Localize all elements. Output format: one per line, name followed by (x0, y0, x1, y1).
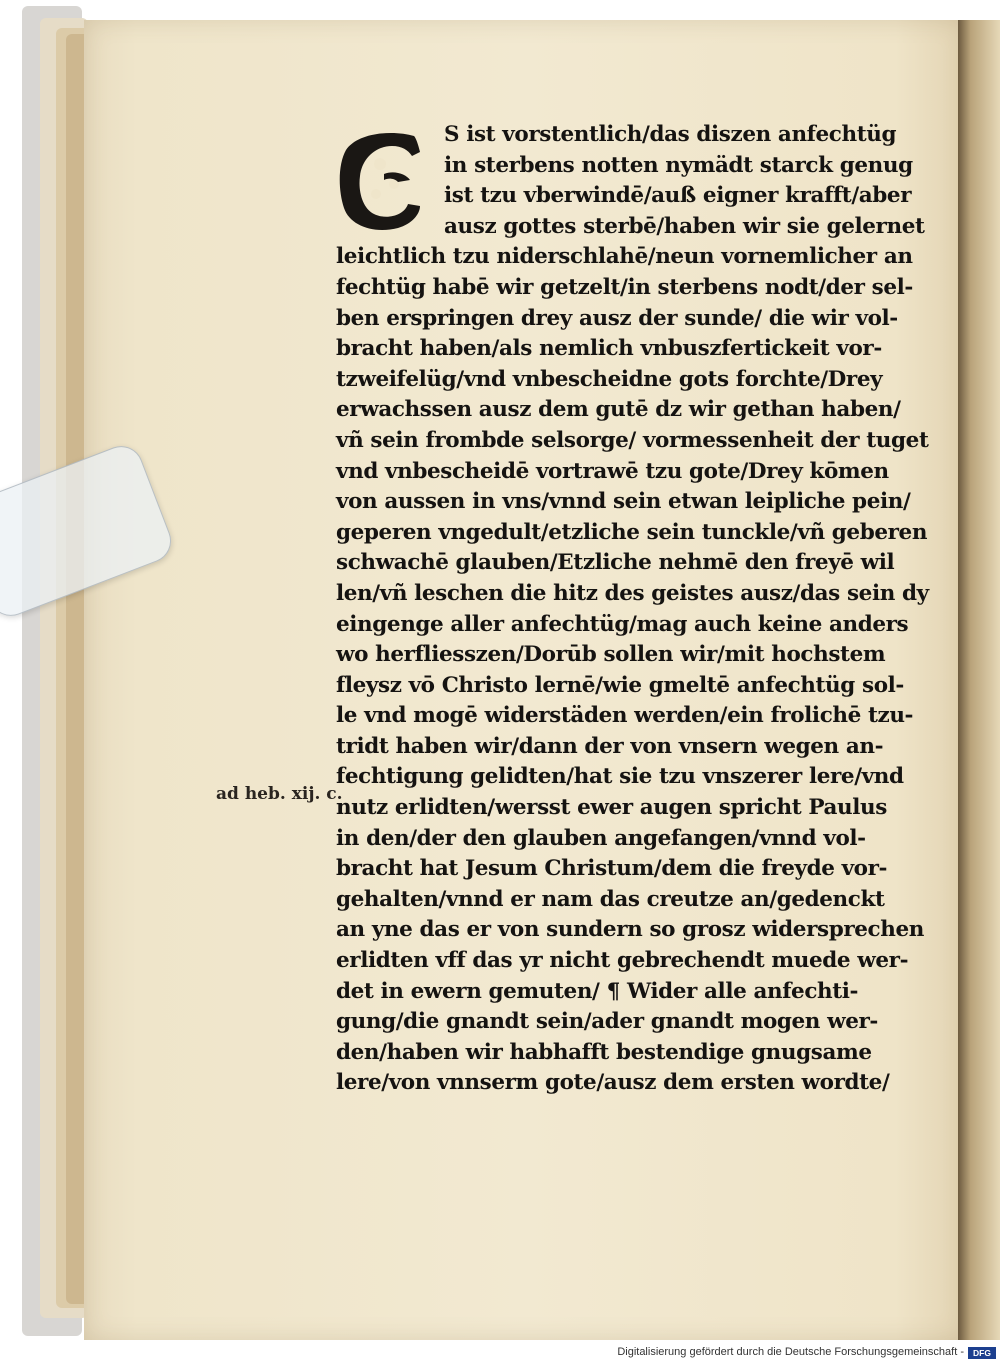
text-line: ausz gottes sterbē/haben wir sie gelernet (444, 213, 925, 239)
text-line: vnd vnbescheidē vortrawē tzu gote/Drey kōmen (336, 458, 889, 484)
text-line: nutz erlidten/wersst ewer augen spricht Paulus (336, 795, 887, 821)
text-line: ben erspringen drey ausz der sunde/ die wir vol- (336, 305, 898, 331)
text-line: bracht haben/als nemlich vnbuszfertickeit vor- (336, 336, 882, 362)
dfg-logo: DFG (968, 1347, 996, 1359)
text-line: det in ewern gemuten/ ¶ Wider alle anfechti- (336, 978, 859, 1004)
text-line: len/vñ leschen die hitz des geistes ausz/das sein dy (336, 580, 929, 606)
text-line: gung/die gnandt sein/ader gnandt mogen wer- (336, 1009, 878, 1035)
body-text (336, 120, 929, 1099)
text-line: tridt haben wir/dann der von vnsern wegen an- (336, 733, 884, 759)
text-line: vñ sein frombde selsorge/ vormessenheit der tuget (336, 427, 929, 453)
text-line: bracht hat Jesum Christum/dem die freyde vor- (336, 856, 888, 882)
text-line: ist tzu vberwindē/auß eigner krafft/aber (444, 183, 912, 209)
text-line: geperen vngedult/etzliche sein tunckle/vñ geberen (336, 519, 928, 545)
text-line: tzweifelüg/vnd vnbescheidne gots forchte/Drey (336, 366, 883, 392)
text-line: in sterbens notten nymädt starck genug (444, 152, 913, 178)
footer-bar (0, 1345, 1000, 1362)
margin-note: ad heb. xij. c. (216, 784, 343, 804)
text-line: S ist vorstentlich/das diszen anfechtüg (444, 122, 897, 147)
text-line: le vnd mogē widerstäden werden/ein frolichē tzu- (336, 703, 914, 729)
text-line: wo herfliesszen/Dorūb sollen wir/mit hochstem (336, 642, 886, 668)
footer-credit: Digitalisierung gefördert durch die Deutsche Forschungsgemeinschaft - (617, 1346, 964, 1358)
text-line: erwachssen ausz dem gutē dz wir gethan haben/ (336, 397, 901, 423)
text-line: fleysz vō Christo lernē/wie gmeltē anfechtüg sol- (336, 672, 904, 698)
text-line: fechtüg habē wir getzelt/in sterbens nodt/der sel- (336, 274, 913, 300)
text-line: schwachē glauben/Etzliche nehmē den freyē wil (336, 550, 895, 576)
text-line: leichtlich tzu niderschlahē/neun vornemlicher an (336, 244, 913, 270)
text-line: gehalten/vnnd er nam das creutze an/gedenckt (336, 886, 885, 912)
text-line: fechtigung gelidten/hat sie tzu vnszerer lere/vnd (336, 764, 904, 790)
book-gutter (958, 20, 1000, 1340)
text-line: von aussen in vns/vnnd sein etwan leipliche pein/ (336, 489, 911, 515)
text-line: an yne das er von sundern so grosz widersprechen (336, 917, 924, 943)
text-line: den/haben wir habhafft bestendige gnugsame (336, 1039, 872, 1065)
text-line: erlidten vff das yr nicht gebrechendt muede wer- (336, 948, 909, 974)
text-line: eingenge aller anfechtüg/mag auch keine anders (336, 611, 909, 637)
text-line: lere/von vnnserm gote/ausz dem ersten wordte/ (336, 1070, 890, 1096)
text-line: in den/der den glauben angefangen/vnnd vol- (336, 825, 866, 851)
